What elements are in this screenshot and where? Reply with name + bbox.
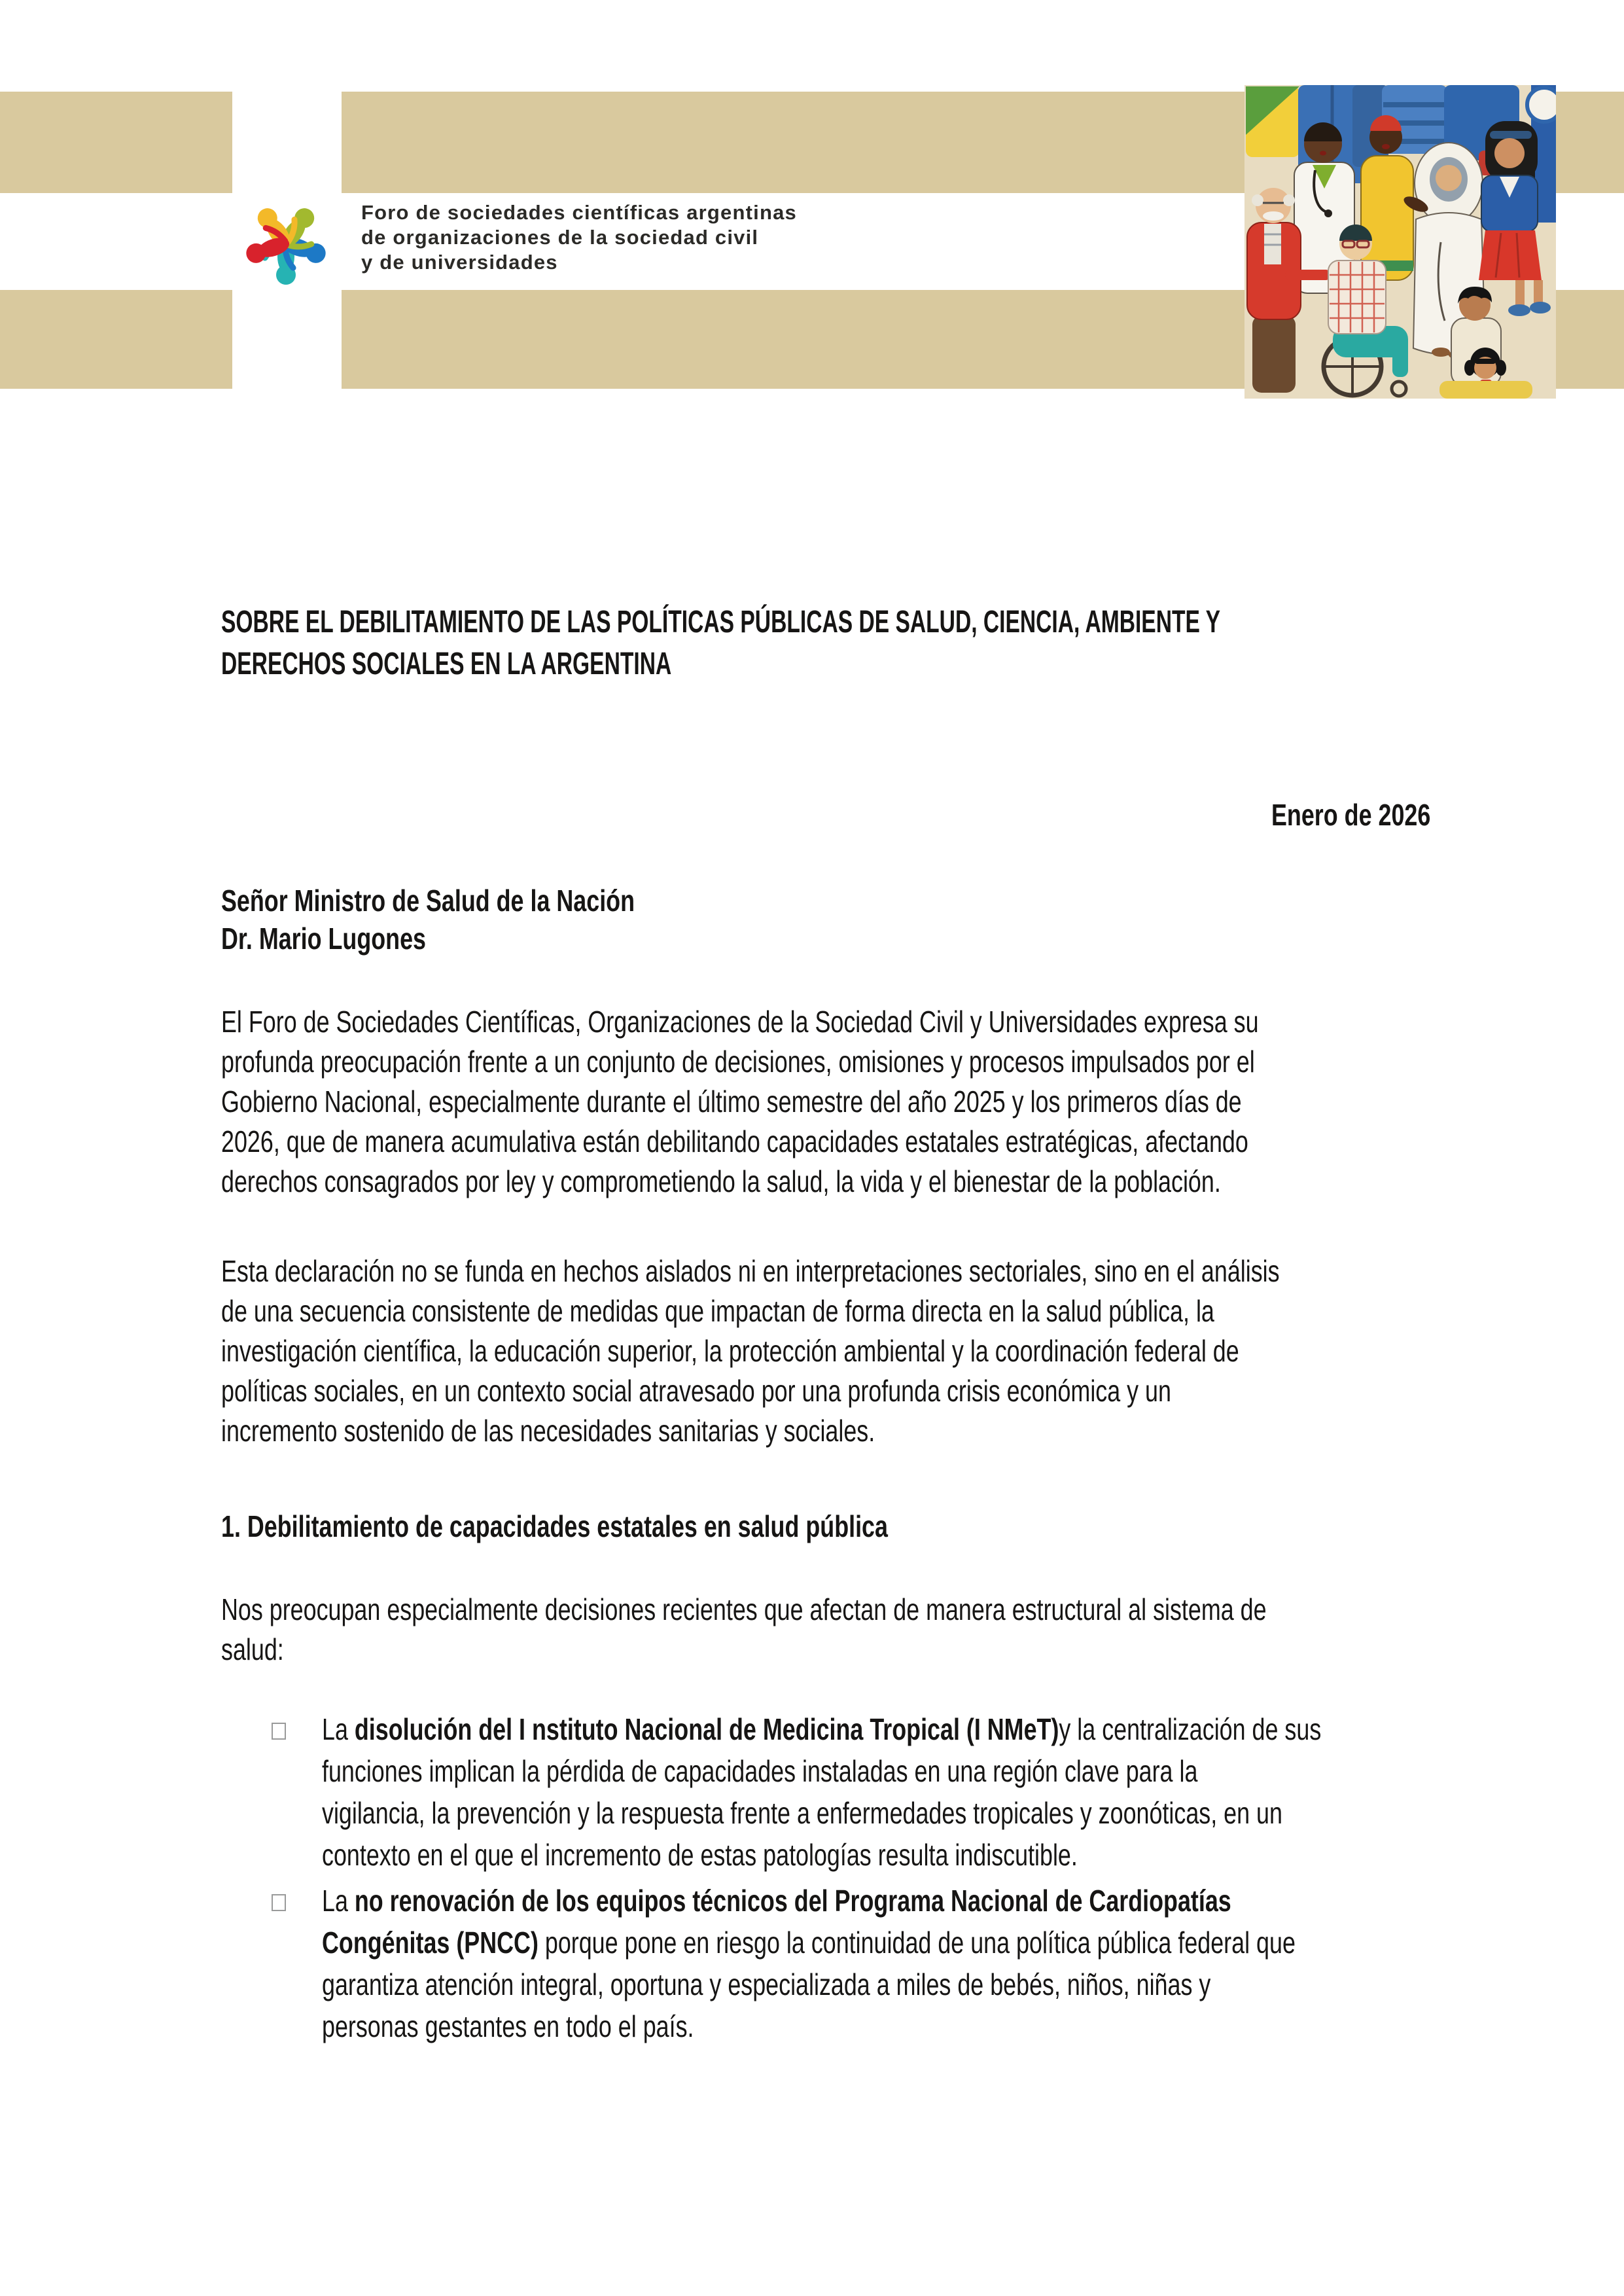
text-line: La disolución del I nstituto Nacional de Medicina Tropical (I NMeT)y la centralización de sus bbox=[322, 1712, 1322, 1746]
text-line: Congénitas (PNCC) porque pone en riesgo la continuidad de una política pública federal que bbox=[322, 1926, 1296, 1960]
forum-logo bbox=[239, 192, 332, 291]
paragraph-2 bbox=[221, 1251, 1280, 1451]
text-line: derechos consagrados por ley y comprometiendo la salud, la vida y el bienestar de la población. bbox=[221, 1164, 1221, 1198]
text-line: El Foro de Sociedades Científicas, Organizaciones de la Sociedad Civil y Universidades expresa su bbox=[221, 1005, 1259, 1039]
letter-title bbox=[221, 601, 1220, 685]
text-line: Dr. Mario Lugones bbox=[221, 922, 426, 956]
bullet-list bbox=[221, 1708, 1562, 2047]
text-line: Nos preocupan especialmente decisiones recientes que afectan de manera estructural al sistema de bbox=[221, 1592, 1267, 1626]
missing-glyph-bullet-icon bbox=[272, 1723, 286, 1740]
recipient-block bbox=[221, 882, 635, 958]
text-line: de organizaciones de la sociedad civil bbox=[361, 226, 759, 249]
text-line: DERECHOS SOCIALES EN LA ARGENTINA bbox=[221, 647, 672, 681]
text-line: contexto en el que el incremento de estas patologías resulta indiscutible. bbox=[322, 1838, 1078, 1872]
text-line: y de universidades bbox=[361, 251, 558, 274]
text-line: salud: bbox=[221, 1632, 284, 1666]
text-line: La no renovación de los equipos técnicos del Programa Nacional de Cardiopatías bbox=[322, 1884, 1231, 1918]
text-line: funciones implican la pérdida de capacidades instaladas en una región clave para la bbox=[322, 1754, 1198, 1788]
section-1-heading: 1. Debilitamiento de capacidades estatales en salud pública bbox=[221, 1509, 888, 1543]
text-line: Señor Ministro de Salud de la Nación bbox=[221, 884, 635, 918]
bullet-item bbox=[221, 1708, 1562, 1876]
text-line: Esta declaración no se funda en hechos aislados ni en interpretaciones sectoriales, sino en el análisis bbox=[221, 1254, 1280, 1288]
text-line: 2026, que de manera acumulativa están debilitando capacidades estatales estratégicas, afectando bbox=[221, 1124, 1248, 1158]
paragraph-1 bbox=[221, 1002, 1259, 1202]
text-line: garantiza atención integral, oportuna y especializada a miles de bebés, niños, niñas y bbox=[322, 1967, 1211, 2001]
text-line: investigación científica, la educación superior, la protección ambiental y la coordinación federal de bbox=[221, 1334, 1239, 1368]
people-illustration bbox=[1244, 85, 1556, 399]
text-line: Foro de sociedades científicas argentinas bbox=[361, 201, 797, 224]
text-line: personas gestantes en todo el país. bbox=[322, 2009, 694, 2043]
bullet-text bbox=[322, 1708, 1322, 1876]
text-line: Gobierno Nacional, especialmente durante el último semestre del año 2025 y los primeros días de bbox=[221, 1085, 1242, 1119]
text-line: profunda preocupación frente a un conjunto de decisiones, omisiones y procesos impulsados por el bbox=[221, 1045, 1255, 1079]
org-name bbox=[361, 200, 797, 275]
five-people-circle-icon bbox=[239, 192, 332, 291]
letter-date: Enero de 2026 bbox=[1271, 798, 1431, 832]
text-line: de una secuencia consistente de medidas que impactan de forma directa en la salud pública, la bbox=[221, 1294, 1214, 1328]
text-line: vigilancia, la prevención y la respuesta frente a enfermedades tropicales y zoonóticas, en un bbox=[322, 1796, 1282, 1830]
section-1-intro bbox=[221, 1590, 1267, 1670]
bullet-item bbox=[221, 1880, 1562, 2047]
missing-glyph-bullet-icon bbox=[272, 1894, 286, 1911]
text-line: incremento sostenido de las necesidades sanitarias y sociales. bbox=[221, 1414, 875, 1448]
bullet-text bbox=[322, 1880, 1296, 2047]
diverse-people-group-illustration bbox=[1244, 85, 1556, 399]
text-line: políticas sociales, en un contexto social atravesado por una profunda crisis económica y un bbox=[221, 1374, 1171, 1408]
text-line: SOBRE EL DEBILITAMIENTO DE LAS POLÍTICAS PÚBLICAS DE SALUD, CIENCIA, AMBIENTE Y bbox=[221, 605, 1221, 639]
